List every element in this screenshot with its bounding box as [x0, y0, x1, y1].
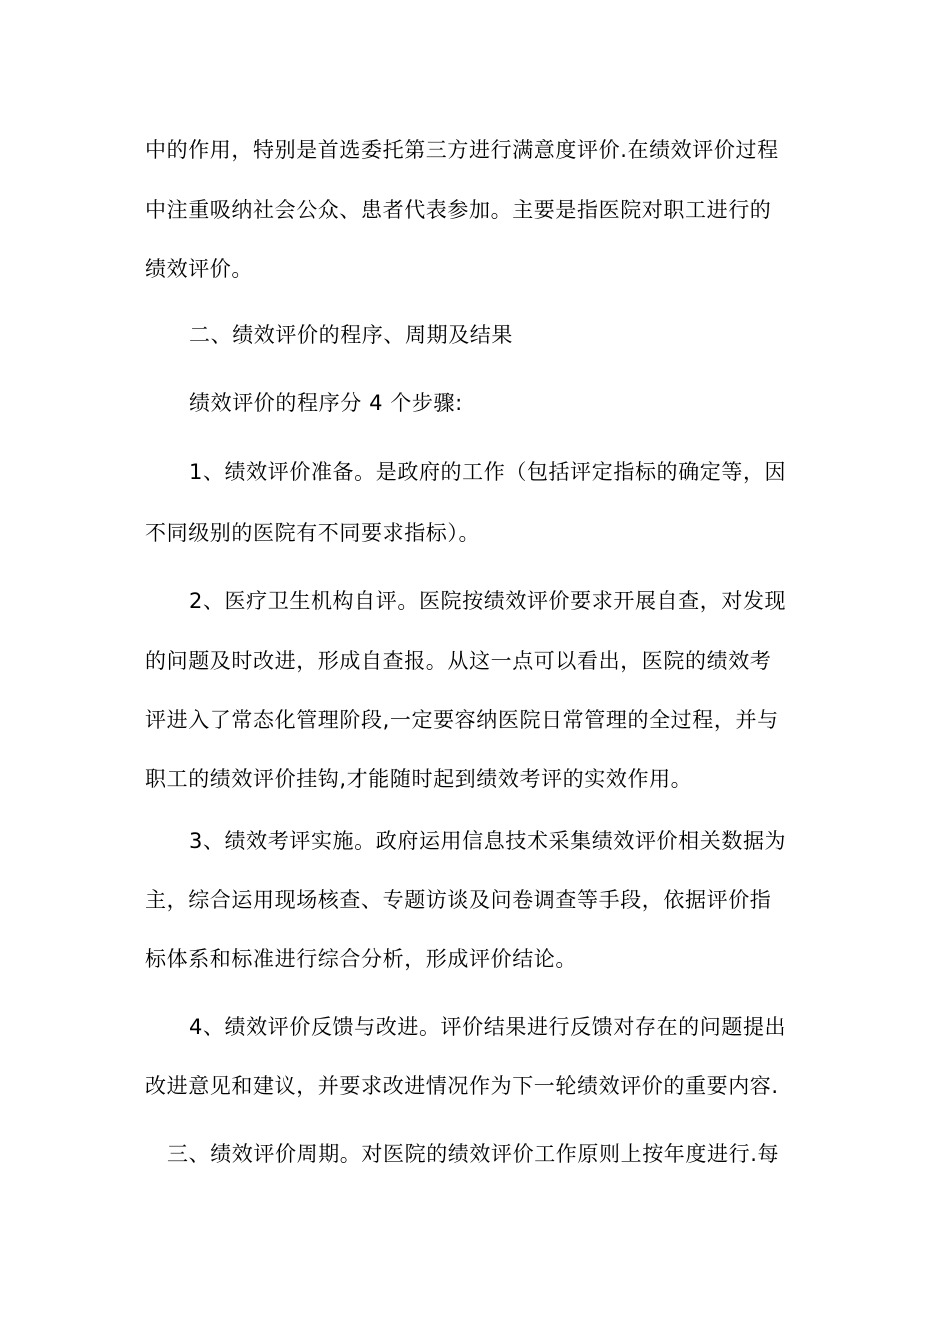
paragraph-line: 不同级别的医院有不同要求指标）。: [145, 521, 481, 545]
paragraph-line: 绩效评价的程序分 4 个步骤:: [189, 391, 463, 415]
paragraph-line: 中注重吸纳社会公众、患者代表参加。主要是指医院对职工进行的: [145, 198, 772, 222]
paragraph-line: 职工的绩效评价挂钩,才能随时起到绩效考评的实效作用。: [145, 767, 693, 791]
paragraph-line: 中的作用，特别是首选委托第三方进行满意度评价.在绩效评价过程: [145, 138, 779, 162]
section-heading: 三、绩效评价周期。对医院的绩效评价工作原则上按年度进行.每: [167, 1142, 780, 1166]
paragraph-line: 的问题及时改进，形成自查报。从这一点可以看出，医院的绩效考: [145, 649, 772, 673]
section-heading: 二、绩效评价的程序、周期及结果: [189, 323, 513, 347]
paragraph-line: 绩效评价。: [145, 257, 253, 281]
step-line: 2、医疗卫生机构自评。医院按绩效评价要求开展自查，对发现: [189, 589, 787, 613]
step-line: 1、绩效评价准备。是政府的工作（包括评定指标的确定等，因: [189, 460, 787, 484]
paragraph-line: 评进入了常态化管理阶段,一定要容纳医院日常管理的全过程，并与: [145, 708, 779, 732]
step-line: 3、绩效考评实施。政府运用信息技术采集绩效评价相关数据为: [189, 829, 787, 853]
paragraph-line: 标体系和标准进行综合分析，形成评价结论。: [145, 947, 577, 971]
step-line: 4、绩效评价反馈与改进。评价结果进行反馈对存在的问题提出: [189, 1015, 787, 1039]
paragraph-line: 改进意见和建议，并要求改进情况作为下一轮绩效评价的重要内容.: [145, 1074, 779, 1098]
paragraph-line: 主，综合运用现场核查、专题访谈及问卷调查等手段，依据评价指: [145, 888, 772, 912]
